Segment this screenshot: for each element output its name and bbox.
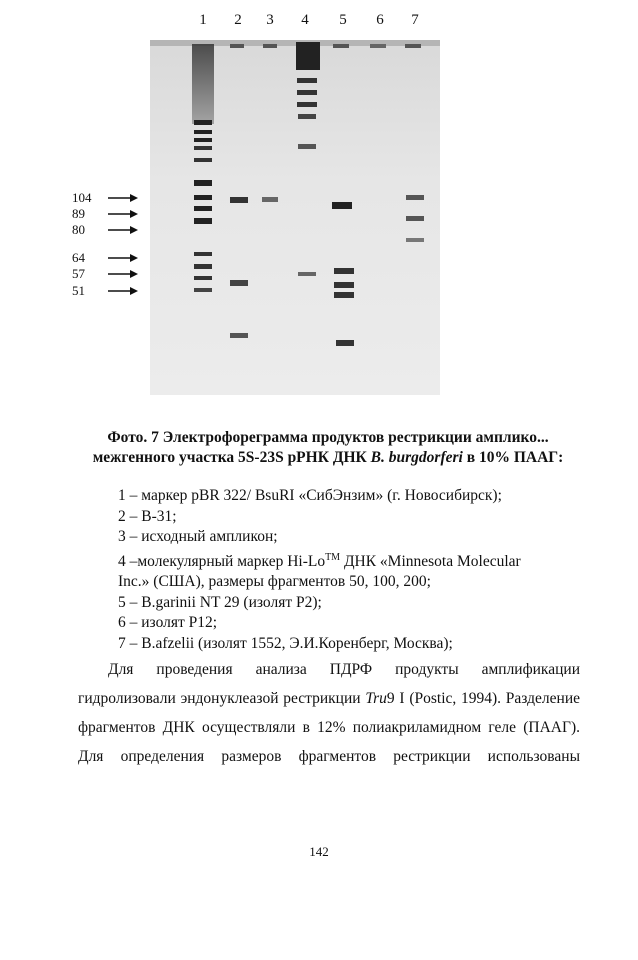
lane-number-3: 3 xyxy=(266,12,274,28)
lane-number-6: 6 xyxy=(376,12,384,28)
page-number: 142 xyxy=(309,844,329,859)
lane-number-4: 4 xyxy=(301,12,309,28)
legend-item-2: 2 – B-31; xyxy=(118,507,177,525)
marker-label-89: 89 xyxy=(72,206,85,221)
marker-label-80: 80 xyxy=(72,222,85,237)
arrow-icon xyxy=(108,209,138,219)
caption-line-2-prefix: межгенного участка 5S-23S рРНК ДНК xyxy=(92,449,371,466)
legend-item-4-text-end: ДНК «Minnesota Molecular xyxy=(340,552,521,570)
legend-item-1: 1 – маркер pBR 322/ BsuRI «СибЭнзим» (г. Новосибирск); xyxy=(118,487,502,504)
figure-caption xyxy=(68,428,588,468)
lane-number-5: 5 xyxy=(339,12,347,28)
paragraph-line-2-text: гидролизовали эндонуклеазой рестрикции xyxy=(78,690,366,707)
paragraph-line-2 xyxy=(78,684,580,713)
legend-item-3: 3 – исходный ампликон; xyxy=(118,528,278,545)
paragraph-line-1: Для проведения анализа ПДРФ продукты амплификации xyxy=(108,661,580,678)
body-paragraph xyxy=(78,655,580,771)
marker-label-64: 64 xyxy=(72,250,85,265)
paragraph-line-4: Для определения размеров фрагментов рестрикции использованы xyxy=(78,748,580,765)
arrow-icon xyxy=(108,269,138,279)
paragraph-line-2-text-end: 9 I (Postic, 1994). Разделение xyxy=(386,690,580,707)
arrow-icon xyxy=(108,193,138,203)
marker-label-51: 51 xyxy=(72,283,85,298)
figure-legend xyxy=(118,486,588,654)
gel-bands-graphic xyxy=(150,40,440,395)
lane-number-7: 7 xyxy=(411,12,419,28)
legend-item-5: 5 – B.garinii NT 29 (изолят P2); xyxy=(118,593,322,611)
legend-item-4-continued: Inc.» (США), размеры фрагментов 50, 100, 200; xyxy=(118,573,431,591)
caption-line-1: Фото. 7 Электрофореграмма продуктов рестрикции амплико... xyxy=(107,429,549,446)
lane-number-1: 1 xyxy=(199,12,207,28)
arrow-icon xyxy=(108,225,138,235)
legend-item-4 xyxy=(118,548,588,573)
legend-item-7: 7 – B.afzelii (изолят 1552, Э.И.Коренберг, Москва); xyxy=(118,634,453,652)
legend-item-6: 6 – изолят P12; xyxy=(118,614,218,632)
marker-label-57: 57 xyxy=(72,266,85,281)
paragraph-line-3: фрагментов ДНК осуществляли в 12% полиакриламидном геле (ПААГ). xyxy=(78,719,580,736)
trademark-superscript: TM xyxy=(325,551,341,563)
enzyme-name: Tru xyxy=(365,690,387,707)
arrow-icon xyxy=(108,286,138,296)
caption-line-2-suffix: в 10% ПААГ: xyxy=(462,449,564,466)
marker-label-104: 104 xyxy=(72,190,92,205)
caption-species: B. burgdorferi xyxy=(370,449,463,466)
gel-image xyxy=(150,40,440,395)
caption-line-2 xyxy=(68,448,588,468)
arrow-icon xyxy=(108,253,138,263)
lane-number-2: 2 xyxy=(234,12,242,28)
legend-item-4-text: 4 –молекулярный маркер Hi-Lo xyxy=(118,552,326,570)
